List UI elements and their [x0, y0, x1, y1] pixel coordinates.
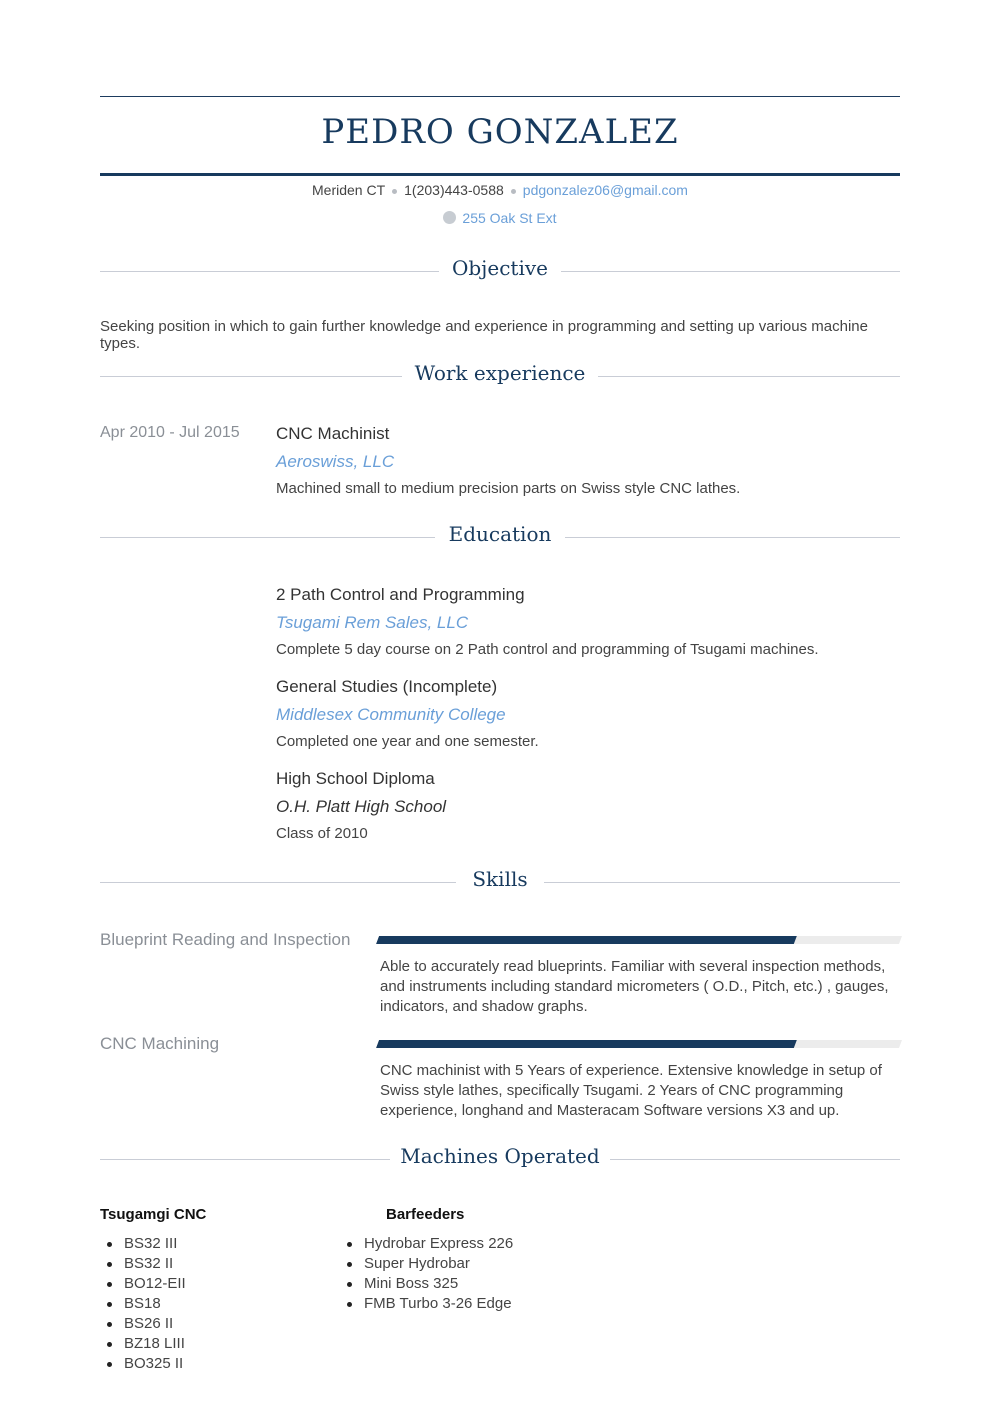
skill-description: CNC machinist with 5 Years of experience. Extensive knowledge in setup of Swiss style lathes, specifically Tsugami. 2 Years of CNC programming experience, longhand and Masteracam Software versions X3 and up.: [380, 1062, 882, 1119]
separator-dot-icon: [511, 189, 516, 194]
section-objective: [100, 256, 900, 286]
skill-description: Able to accurately read blueprints. Familiar with several inspection methods, and instruments including standard micrometers ( O.D., Pitch, etc.) , gauges, indicators, and shadow graphs.: [380, 958, 889, 1015]
education-school: O.H. Platt High School: [276, 797, 447, 816]
top-rule: [100, 96, 900, 97]
education-title: General Studies (Incomplete): [276, 677, 498, 696]
skill-name: Blueprint Reading and Inspection: [100, 930, 351, 949]
objective-text: Seeking position in which to gain further knowledge and experience in programming and setting up various machine types.: [100, 318, 868, 352]
machine-list-item: BS18: [100, 1294, 186, 1314]
email-link[interactable]: pdgonzalez06@gmail.com: [522, 182, 688, 198]
machine-group-title: Tsugamgi CNC: [100, 1206, 207, 1223]
skill-name: CNC Machining: [100, 1034, 220, 1053]
section-title: Education: [448, 522, 552, 546]
machine-list-item: BS26 II: [100, 1314, 186, 1334]
skill-level-fill: [376, 1040, 797, 1048]
education-description: Completed one year and one semester.: [276, 733, 539, 750]
name-rule: [100, 173, 900, 176]
work-company[interactable]: Aeroswiss, LLC: [276, 452, 395, 471]
work-description: Machined small to medium precision parts on Swiss style CNC lathes.: [276, 480, 741, 497]
section-machines-operated: [100, 1144, 900, 1174]
machine-list-item: BZ18 LIII: [100, 1334, 186, 1354]
work-dates: Apr 2010 - Jul 2015: [100, 424, 240, 441]
address-link[interactable]: 255 Oak St Ext: [462, 210, 557, 226]
skill-level-bar: [376, 936, 902, 944]
machine-list-item: FMB Turbo 3-26 Edge: [340, 1294, 513, 1314]
contact-line: [100, 182, 900, 198]
work-title: CNC Machinist: [276, 424, 390, 443]
phone: 1(203)443-0588: [404, 182, 504, 198]
education-school[interactable]: Tsugami Rem Sales, LLC: [276, 613, 469, 632]
section-title: Skills: [472, 867, 528, 891]
section-title: Machines Operated: [400, 1144, 600, 1168]
education-school[interactable]: Middlesex Community College: [276, 705, 506, 724]
section-work-experience: [100, 361, 900, 391]
skill-level-bar: [376, 1040, 902, 1048]
machine-list-item: BO325 II: [100, 1354, 186, 1374]
education-description: Class of 2010: [276, 825, 368, 842]
education-title: 2 Path Control and Programming: [276, 585, 525, 604]
education-title: High School Diploma: [276, 769, 435, 788]
section-education: [100, 522, 900, 552]
separator-dot-icon: [392, 189, 397, 194]
machine-list-item: Super Hydrobar: [340, 1254, 513, 1274]
machine-list-item: BO12-EII: [100, 1274, 186, 1294]
section-skills: [100, 867, 900, 897]
address-line: [100, 210, 900, 226]
education-description: Complete 5 day course on 2 Path control and programming of Tsugami machines.: [276, 641, 819, 658]
machine-list-item: BS32 III: [100, 1234, 186, 1254]
machine-list-item: Hydrobar Express 226: [340, 1234, 513, 1254]
machine-list-item: Mini Boss 325: [340, 1274, 513, 1294]
globe-icon: [443, 211, 456, 224]
machine-list: [340, 1234, 513, 1314]
candidate-name: PEDRO GONZALEZ: [321, 112, 679, 152]
machine-list: [100, 1234, 186, 1374]
machine-group-title: Barfeeders: [386, 1206, 465, 1223]
section-title: Objective: [451, 256, 548, 280]
machine-list-item: BS32 II: [100, 1254, 186, 1274]
skill-level-fill: [376, 936, 797, 944]
location: Meriden CT: [312, 182, 386, 198]
section-title: Work experience: [414, 361, 586, 385]
